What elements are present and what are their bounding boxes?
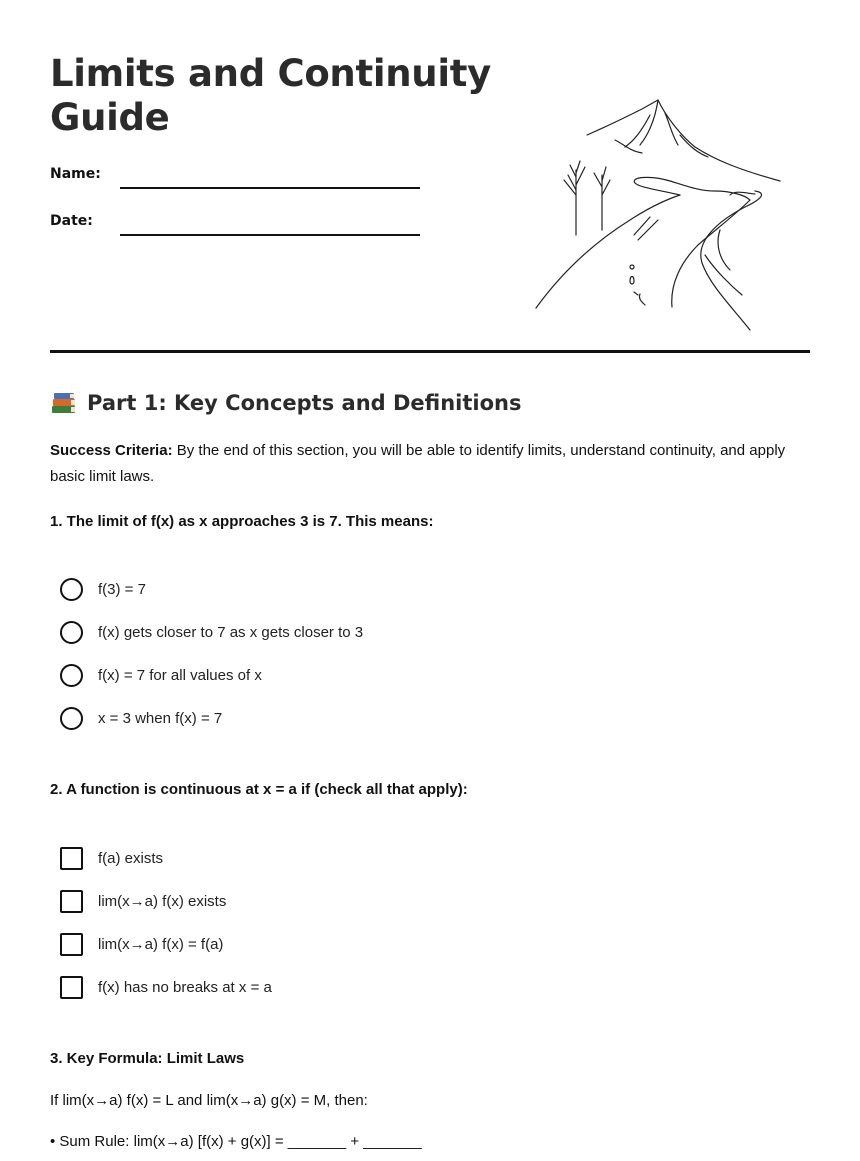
part1-title (50, 390, 522, 416)
radio-button[interactable] (60, 621, 83, 644)
checkbox[interactable] (60, 976, 83, 999)
name-field[interactable] (120, 187, 420, 189)
option-label: f(x) gets closer to 7 as x gets closer to 3 (98, 624, 364, 641)
question-2: 2. A function is continuous at x = a if (check all that apply): (50, 781, 468, 798)
criteria-text: By the end of this section, you will be able to identify limits, understand continuity, and apply basic limit laws. (50, 442, 786, 485)
q1-option-a[interactable] (60, 578, 146, 601)
checkbox[interactable] (60, 933, 83, 956)
q2-option-d[interactable] (60, 976, 272, 999)
date-field[interactable] (120, 234, 420, 236)
part1-title-text: Part 1: Key Concepts and Definitions (87, 391, 522, 415)
sum-rule: • Sum Rule: lim(x→a) [f(x) + g(x)] = _______ + _______ (50, 1133, 422, 1150)
success-criteria (50, 438, 810, 490)
q1-option-c[interactable] (60, 664, 262, 687)
option-label: lim(x→a) f(x) exists (98, 893, 227, 910)
title-line-2: Guide (50, 96, 170, 139)
section-divider (50, 350, 810, 353)
option-label: x = 3 when f(x) = 7 (98, 710, 223, 727)
option-label: f(a) exists (98, 850, 164, 867)
q1-option-d[interactable] (60, 707, 222, 730)
books-icon (50, 390, 78, 416)
criteria-label: Success Criteria: (50, 442, 173, 459)
limit-laws-intro: If lim(x→a) f(x) = L and lim(x→a) g(x) = M, then: (50, 1092, 368, 1109)
radio-button[interactable] (60, 578, 83, 601)
name-label: Name: (50, 166, 101, 182)
radio-button[interactable] (60, 664, 83, 687)
option-label: lim(x→a) f(x) = f(a) (98, 936, 224, 953)
option-label: f(3) = 7 (98, 581, 146, 598)
checkbox[interactable] (60, 847, 83, 870)
date-label: Date: (50, 213, 93, 229)
question-1: 1. The limit of f(x) as x approaches 3 is 7. This means: (50, 513, 434, 530)
q2-option-a[interactable] (60, 847, 163, 870)
q2-option-b[interactable] (60, 890, 226, 913)
q2-option-c[interactable] (60, 933, 223, 956)
option-label: f(x) has no breaks at x = a (98, 979, 272, 996)
q1-option-b[interactable] (60, 621, 363, 644)
option-label: f(x) = 7 for all values of x (98, 667, 262, 684)
title-line-1: Limits and Continuity (50, 52, 491, 95)
page-title (50, 52, 491, 140)
mountain-road-illustration (530, 95, 790, 335)
question-3: 3. Key Formula: Limit Laws (50, 1050, 245, 1067)
radio-button[interactable] (60, 707, 83, 730)
checkbox[interactable] (60, 890, 83, 913)
